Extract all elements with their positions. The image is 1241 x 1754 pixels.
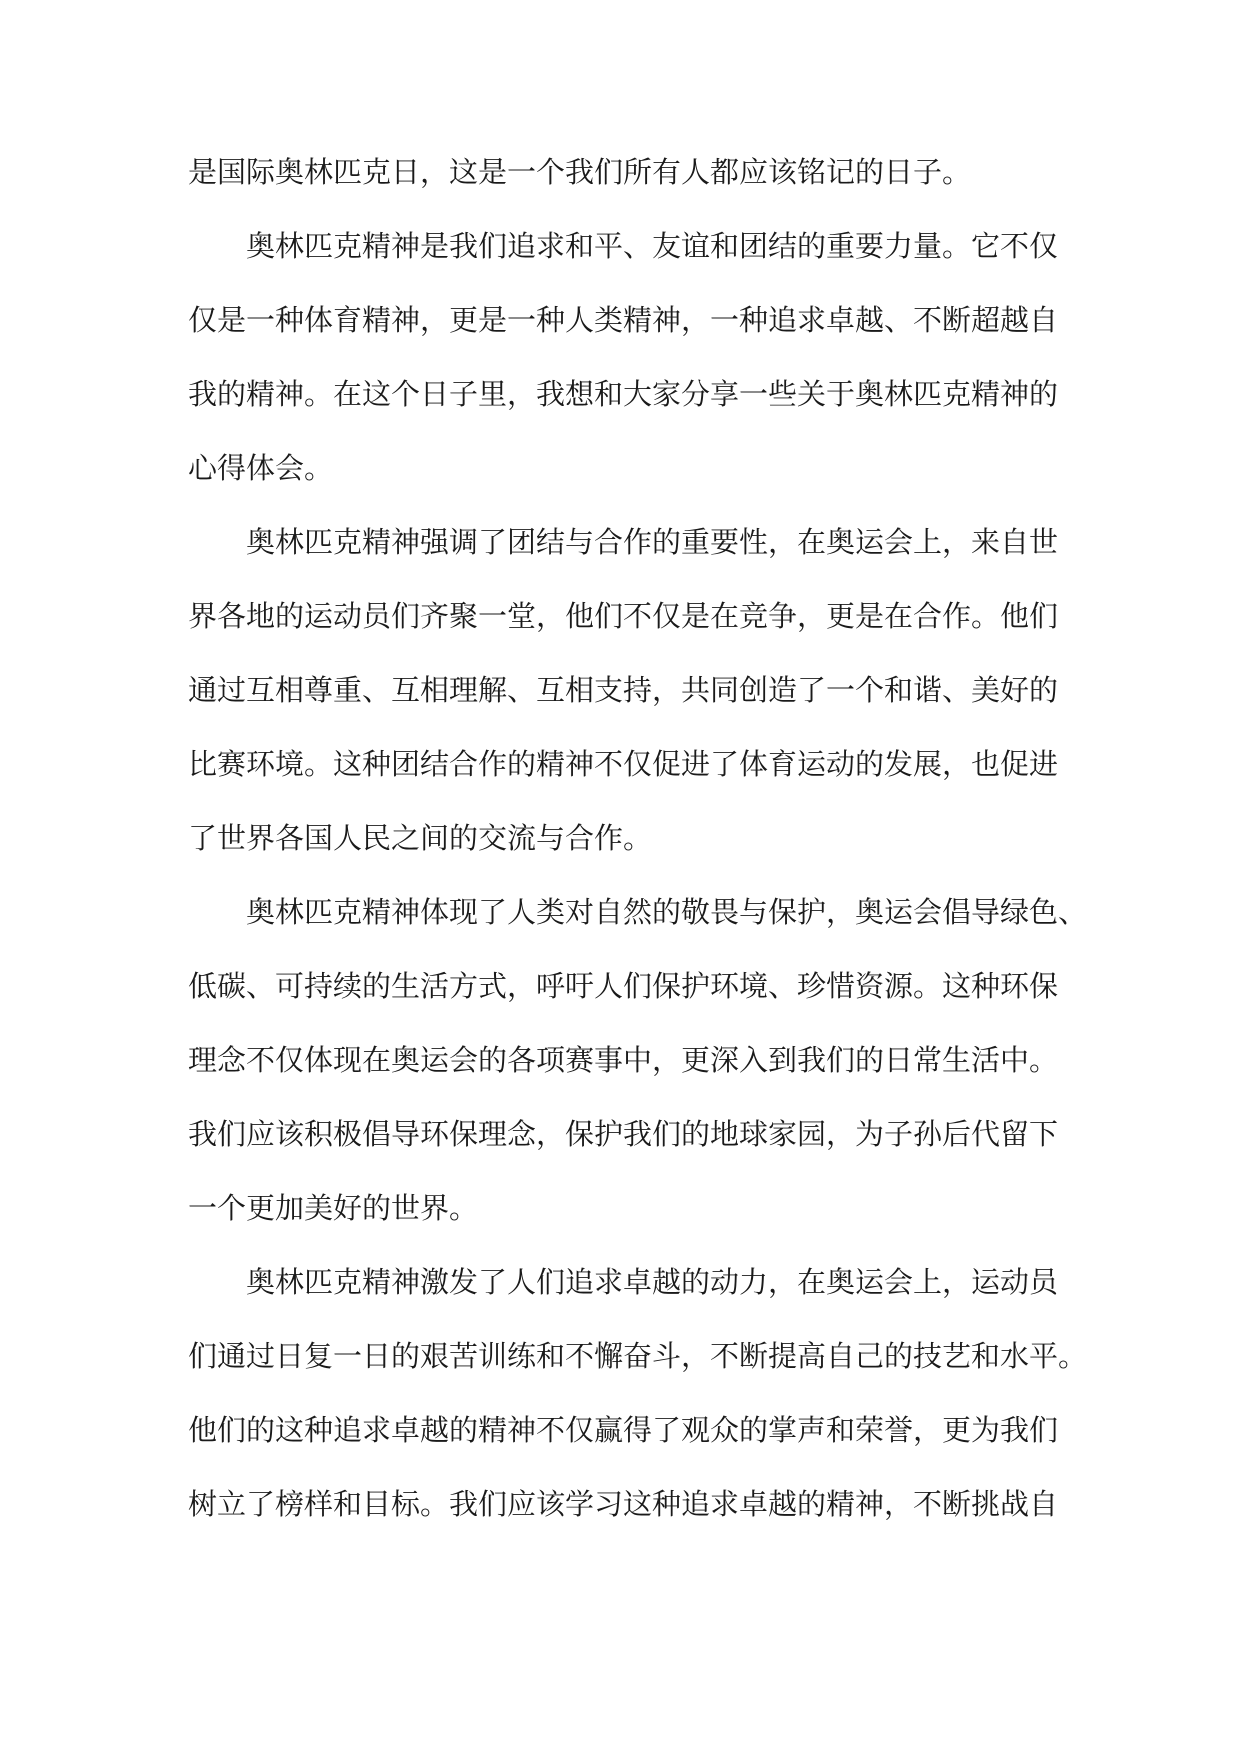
text-line: 比赛环境。这种团结合作的精神不仅促进了体育运动的发展，也促进: [188, 747, 1059, 781]
text-line: 是国际奥林匹克日，这是一个我们所有人都应该铭记的日子。: [188, 155, 972, 189]
text-line: 我们应该积极倡导环保理念，保护我们的地球家园，为子孙后代留下: [188, 1117, 1059, 1151]
text-line: 通过互相尊重、互相理解、互相支持，共同创造了一个和谐、美好的: [188, 673, 1059, 707]
text-line: 们通过日复一日的艰苦训练和不懈奋斗，不断提高自己的技艺和水平。: [188, 1339, 1088, 1373]
paragraph-first-line: 奥林匹克精神激发了人们追求卓越的动力，在奥运会上，运动员: [246, 1265, 1059, 1299]
text-line: 他们的这种追求卓越的精神不仅赢得了观众的掌声和荣誉，更为我们: [188, 1413, 1059, 1447]
text-line: 心得体会。: [188, 451, 334, 485]
text-line: 了世界各国人民之间的交流与合作。: [188, 821, 653, 855]
text-line: 我的精神。在这个日子里，我想和大家分享一些关于奥林匹克精神的: [188, 377, 1059, 411]
body-text: [188, 139, 1088, 1545]
text-line: 低碳、可持续的生活方式，呼吁人们保护环境、珍惜资源。这种环保: [188, 969, 1059, 1003]
text-line: 仅是一种体育精神，更是一种人类精神，一种追求卓越、不断超越自: [188, 303, 1059, 337]
text-line: 理念不仅体现在奥运会的各项赛事中，更深入到我们的日常生活中。: [188, 1043, 1059, 1077]
paragraph-first-line: 奥林匹克精神强调了团结与合作的重要性，在奥运会上，来自世: [246, 525, 1059, 559]
text-line: 一个更加美好的世界。: [188, 1191, 479, 1225]
text-line: 树立了榜样和目标。我们应该学习这种追求卓越的精神，不断挑战自: [188, 1487, 1059, 1521]
paragraph-first-line: 奥林匹克精神体现了人类对自然的敬畏与保护，奥运会倡导绿色、: [246, 895, 1088, 929]
text-line: 界各地的运动员们齐聚一堂，他们不仅是在竞争，更是在合作。他们: [188, 599, 1059, 633]
paragraph-first-line: 奥林匹克精神是我们追求和平、友谊和团结的重要力量。它不仅: [246, 229, 1059, 263]
